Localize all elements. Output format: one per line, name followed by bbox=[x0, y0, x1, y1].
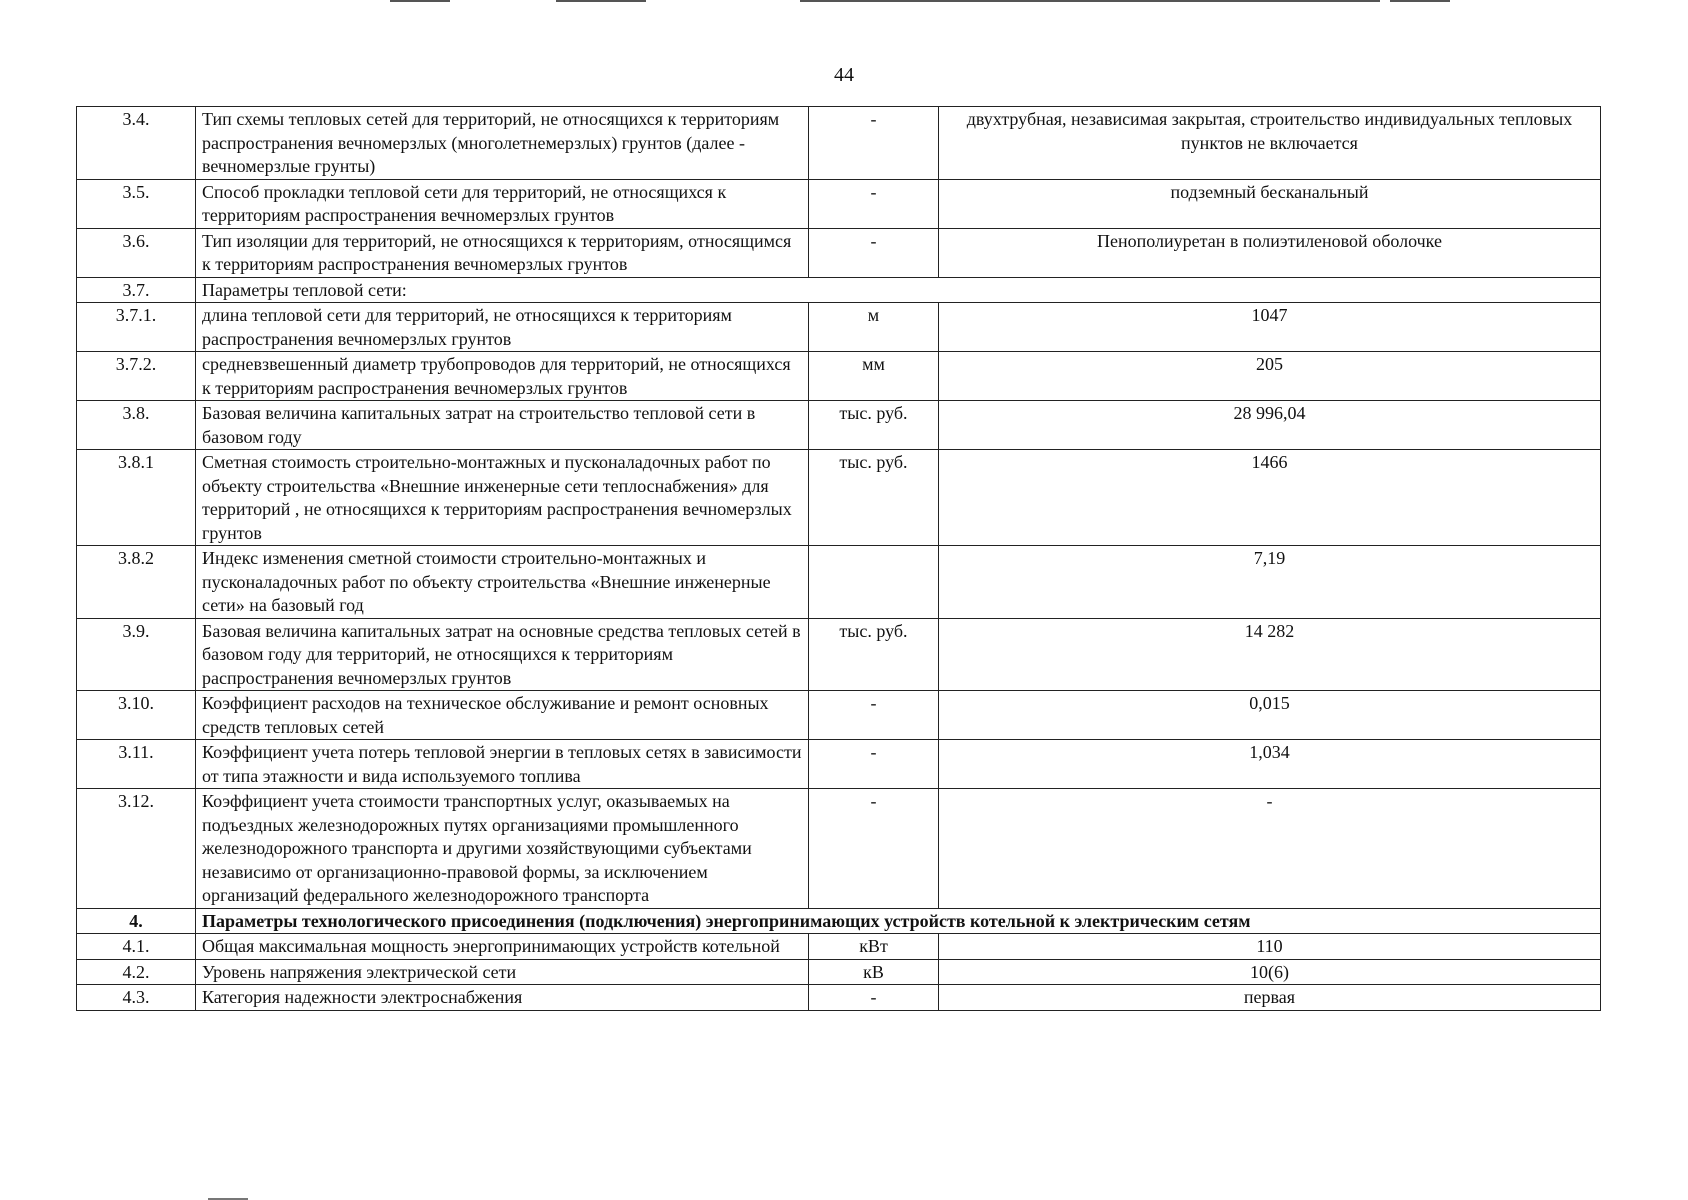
parameters-table bbox=[76, 106, 1601, 1011]
unit-cell: тыс. руб. bbox=[809, 618, 939, 691]
row-number: 3.5. bbox=[77, 179, 196, 228]
parameter-name: длина тепловой сети для территорий, не относящихся к территориям распространения вечномерзлых грунтов bbox=[196, 303, 809, 352]
table-row bbox=[77, 277, 1601, 303]
unit-cell bbox=[809, 546, 939, 619]
value-cell: 14 282 bbox=[939, 618, 1601, 691]
unit-cell: - bbox=[809, 107, 939, 180]
row-number: 4.1. bbox=[77, 934, 196, 960]
row-number: 3.7. bbox=[77, 277, 196, 303]
value-cell: 1,034 bbox=[939, 740, 1601, 789]
parameter-name: Тип изоляции для территорий, не относящихся к территориям, относящимся к территориям распространения вечномерзлых грунтов bbox=[196, 228, 809, 277]
parameter-name: Сметная стоимость строительно-монтажных и пусконаладочных работ по объекту строительства «Внешние инженерные сети теплоснабжения» для территорий , не относящихся к территориям распространения вечномерзлых грунтов bbox=[196, 450, 809, 546]
parameter-name: Базовая величина капитальных затрат на строительство тепловой сети в базовом году bbox=[196, 401, 809, 450]
unit-cell: мм bbox=[809, 352, 939, 401]
value-cell: первая bbox=[939, 985, 1601, 1011]
table-row bbox=[77, 228, 1601, 277]
parameter-name: Тип схемы тепловых сетей для территорий, не относящихся к территориям распространения вечномерзлых (многолетнемерзлых) грунтов (далее - вечномерзлые грунты) bbox=[196, 107, 809, 180]
value-cell: двухтрубная, независимая закрытая, строительство индивидуальных тепловых пунктов не включается bbox=[939, 107, 1601, 180]
scan-artifact-line bbox=[800, 0, 1380, 2]
table-row bbox=[77, 401, 1601, 450]
parameter-name: средневзвешенный диаметр трубопроводов для территорий, не относящихся к территориям распространения вечномерзлых грунтов bbox=[196, 352, 809, 401]
unit-cell: - bbox=[809, 179, 939, 228]
row-number: 3.10. bbox=[77, 691, 196, 740]
row-number: 4.3. bbox=[77, 985, 196, 1011]
table-row bbox=[77, 908, 1601, 934]
table-row bbox=[77, 107, 1601, 180]
row-number: 3.11. bbox=[77, 740, 196, 789]
table-row bbox=[77, 546, 1601, 619]
value-cell: 1466 bbox=[939, 450, 1601, 546]
value-cell: - bbox=[939, 789, 1601, 909]
table-row bbox=[77, 303, 1601, 352]
parameter-name: Категория надежности электроснабжения bbox=[196, 985, 809, 1011]
parameter-name: Уровень напряжения электрической сети bbox=[196, 959, 809, 985]
row-number: 3.8.1 bbox=[77, 450, 196, 546]
table-row bbox=[77, 450, 1601, 546]
row-number: 3.8.2 bbox=[77, 546, 196, 619]
table-row bbox=[77, 618, 1601, 691]
unit-cell: - bbox=[809, 228, 939, 277]
table-row bbox=[77, 740, 1601, 789]
parameter-name: Общая максимальная мощность энергопринимающих устройств котельной bbox=[196, 934, 809, 960]
unit-cell: тыс. руб. bbox=[809, 450, 939, 546]
unit-cell: - bbox=[809, 740, 939, 789]
table-row bbox=[77, 985, 1601, 1011]
scan-artifact-line bbox=[1390, 0, 1450, 2]
row-number: 3.7.1. bbox=[77, 303, 196, 352]
unit-cell: тыс. руб. bbox=[809, 401, 939, 450]
value-cell: 1047 bbox=[939, 303, 1601, 352]
table-row bbox=[77, 691, 1601, 740]
row-number: 3.9. bbox=[77, 618, 196, 691]
value-cell: 0,015 bbox=[939, 691, 1601, 740]
page-number: 44 bbox=[834, 64, 854, 86]
scan-artifact-line bbox=[556, 0, 646, 2]
parameter-name: Параметры технологического присоединения (подключения) энергопринимающих устройств котельной к электрическим сетям bbox=[196, 908, 1601, 934]
unit-cell: кВт bbox=[809, 934, 939, 960]
unit-cell: м bbox=[809, 303, 939, 352]
row-number: 3.4. bbox=[77, 107, 196, 180]
parameter-name: Коэффициент расходов на техническое обслуживание и ремонт основных средств тепловых сетей bbox=[196, 691, 809, 740]
row-number: 4. bbox=[77, 908, 196, 934]
value-cell: Пенополиуретан в полиэтиленовой оболочке bbox=[939, 228, 1601, 277]
table-row bbox=[77, 959, 1601, 985]
value-cell: 110 bbox=[939, 934, 1601, 960]
scan-artifact-line bbox=[390, 0, 450, 2]
unit-cell: - bbox=[809, 789, 939, 909]
row-number: 3.7.2. bbox=[77, 352, 196, 401]
row-number: 3.6. bbox=[77, 228, 196, 277]
parameter-name: Индекс изменения сметной стоимости строительно-монтажных и пусконаладочных работ по объекту строительства «Внешние инженерные сети» на базовый год bbox=[196, 546, 809, 619]
table-row bbox=[77, 934, 1601, 960]
unit-cell: - bbox=[809, 691, 939, 740]
table-row bbox=[77, 179, 1601, 228]
parameter-name: Коэффициент учета стоимости транспортных услуг, оказываемых на подъездных железнодорожных путях организациями промышленного железнодорожного транспорта и другими хозяйствующими субъектами независимо от организационно-правовой формы, за исключением организаций федерального железнодорожного транспорта bbox=[196, 789, 809, 909]
table-row bbox=[77, 789, 1601, 909]
value-cell: 28 996,04 bbox=[939, 401, 1601, 450]
value-cell: подземный бесканальный bbox=[939, 179, 1601, 228]
value-cell: 10(6) bbox=[939, 959, 1601, 985]
unit-cell: кВ bbox=[809, 959, 939, 985]
parameters-table-body bbox=[77, 107, 1601, 1011]
parameter-name: Способ прокладки тепловой сети для территорий, не относящихся к территориям распространения вечномерзлых грунтов bbox=[196, 179, 809, 228]
table-row bbox=[77, 352, 1601, 401]
row-number: 3.12. bbox=[77, 789, 196, 909]
parameter-name: Коэффициент учета потерь тепловой энергии в тепловых сетях в зависимости от типа этажности и вида используемого топлива bbox=[196, 740, 809, 789]
row-number: 4.2. bbox=[77, 959, 196, 985]
row-number: 3.8. bbox=[77, 401, 196, 450]
value-cell: 205 bbox=[939, 352, 1601, 401]
parameter-name: Параметры тепловой сети: bbox=[196, 277, 1601, 303]
parameter-name: Базовая величина капитальных затрат на основные средства тепловых сетей в базовом году для территорий, не относящихся к территориям распространения вечномерзлых грунтов bbox=[196, 618, 809, 691]
value-cell: 7,19 bbox=[939, 546, 1601, 619]
unit-cell: - bbox=[809, 985, 939, 1011]
